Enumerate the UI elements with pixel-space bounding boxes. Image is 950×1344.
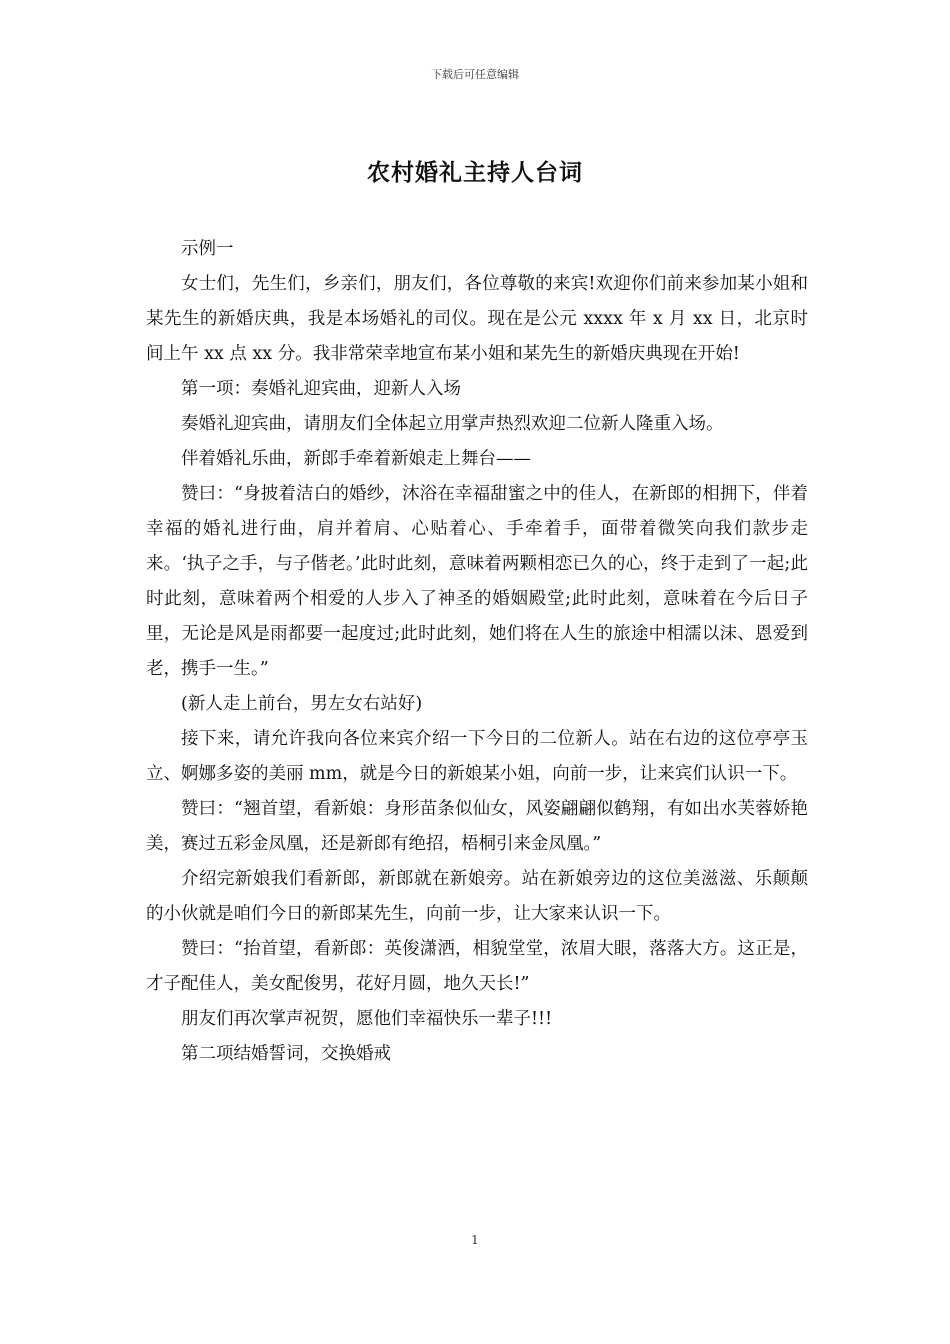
paragraph: 伴着婚礼乐曲，新郎手牵着新娘走上舞台—— (181, 449, 531, 469)
paragraph: 第二项结婚誓词，交换婚戒 (181, 1044, 391, 1064)
document-title: 农村婚礼主持人台词 (367, 159, 583, 186)
paragraph: 奏婚礼迎宾曲，请朋友们全体起立用掌声热烈欢迎二位新人隆重入场。 (181, 414, 724, 434)
paragraph: 赞曰：“身披着洁白的婚纱，沐浴在幸福甜蜜之中的佳人，在新郎的相拥下，伴着幸福的婚礼进行曲，肩并着肩、心贴着心、手牵着手，面带着微笑向我们款步走来。‘执子之手，与子偕老。’此时此刻，意味着两颗相恋已久的心，终于走到了一起;此时此刻，意味着两个相爱的人步入了神圣的婚姻殿堂;此时此刻，意味着在今后日子里，无论是风是雨都要一起度过;此时此刻，她们将在人生的旅途中相濡以沫、恩爱到老，携手一生。” (146, 484, 808, 679)
paragraph: 第一项：奏婚礼迎宾曲，迎新人入场 (181, 379, 461, 399)
document-body (146, 232, 808, 1072)
paragraph: 接下来，请允许我向各位来宾介绍一下今日的二位新人。站在右边的这位亭亭玉立、婀娜多姿的美丽 mm，就是今日的新娘某小姐，向前一步，让来宾们认识一下。 (146, 729, 808, 784)
paragraph: 女士们，先生们，乡亲们，朋友们，各位尊敬的来宾!欢迎你们前来参加某小姐和某先生的新婚庆典，我是本场婚礼的司仪。现在是公元 xxxx 年 x 月 xx 日，北京时间上午 xx 点 xx 分。我非常荣幸地宣布某小姐和某先生的新婚庆典现在开始! (146, 274, 808, 364)
paragraph: 朋友们再次掌声祝贺，愿他们幸福快乐一辈子!!! (181, 1009, 553, 1029)
paragraph: 赞曰：“抬首望，看新郎：英俊潇洒，相貌堂堂，浓眉大眼，落落大方。这正是，才子配佳人，美女配俊男，花好月圆，地久天长!” (146, 939, 808, 994)
page-header-note: 下载后可任意编辑 (431, 68, 519, 81)
paragraph: 赞曰：“翘首望，看新娘：身形苗条似仙女，风姿翩翩似鹤翔，有如出水芙蓉娇艳美，赛过五彩金凤凰，还是新郎有绝招，梧桐引来金凤凰。” (146, 799, 808, 854)
page-number: 1 (471, 1233, 479, 1247)
paragraph: (新人走上前台，男左女右站好) (181, 694, 423, 714)
paragraph: 示例一 (181, 239, 234, 259)
paragraph: 介绍完新娘我们看新郎，新郎就在新娘旁。站在新娘旁边的这位美滋滋、乐颠颠的小伙就是咱们今日的新郎某先生，向前一步，让大家来认识一下。 (146, 869, 808, 924)
